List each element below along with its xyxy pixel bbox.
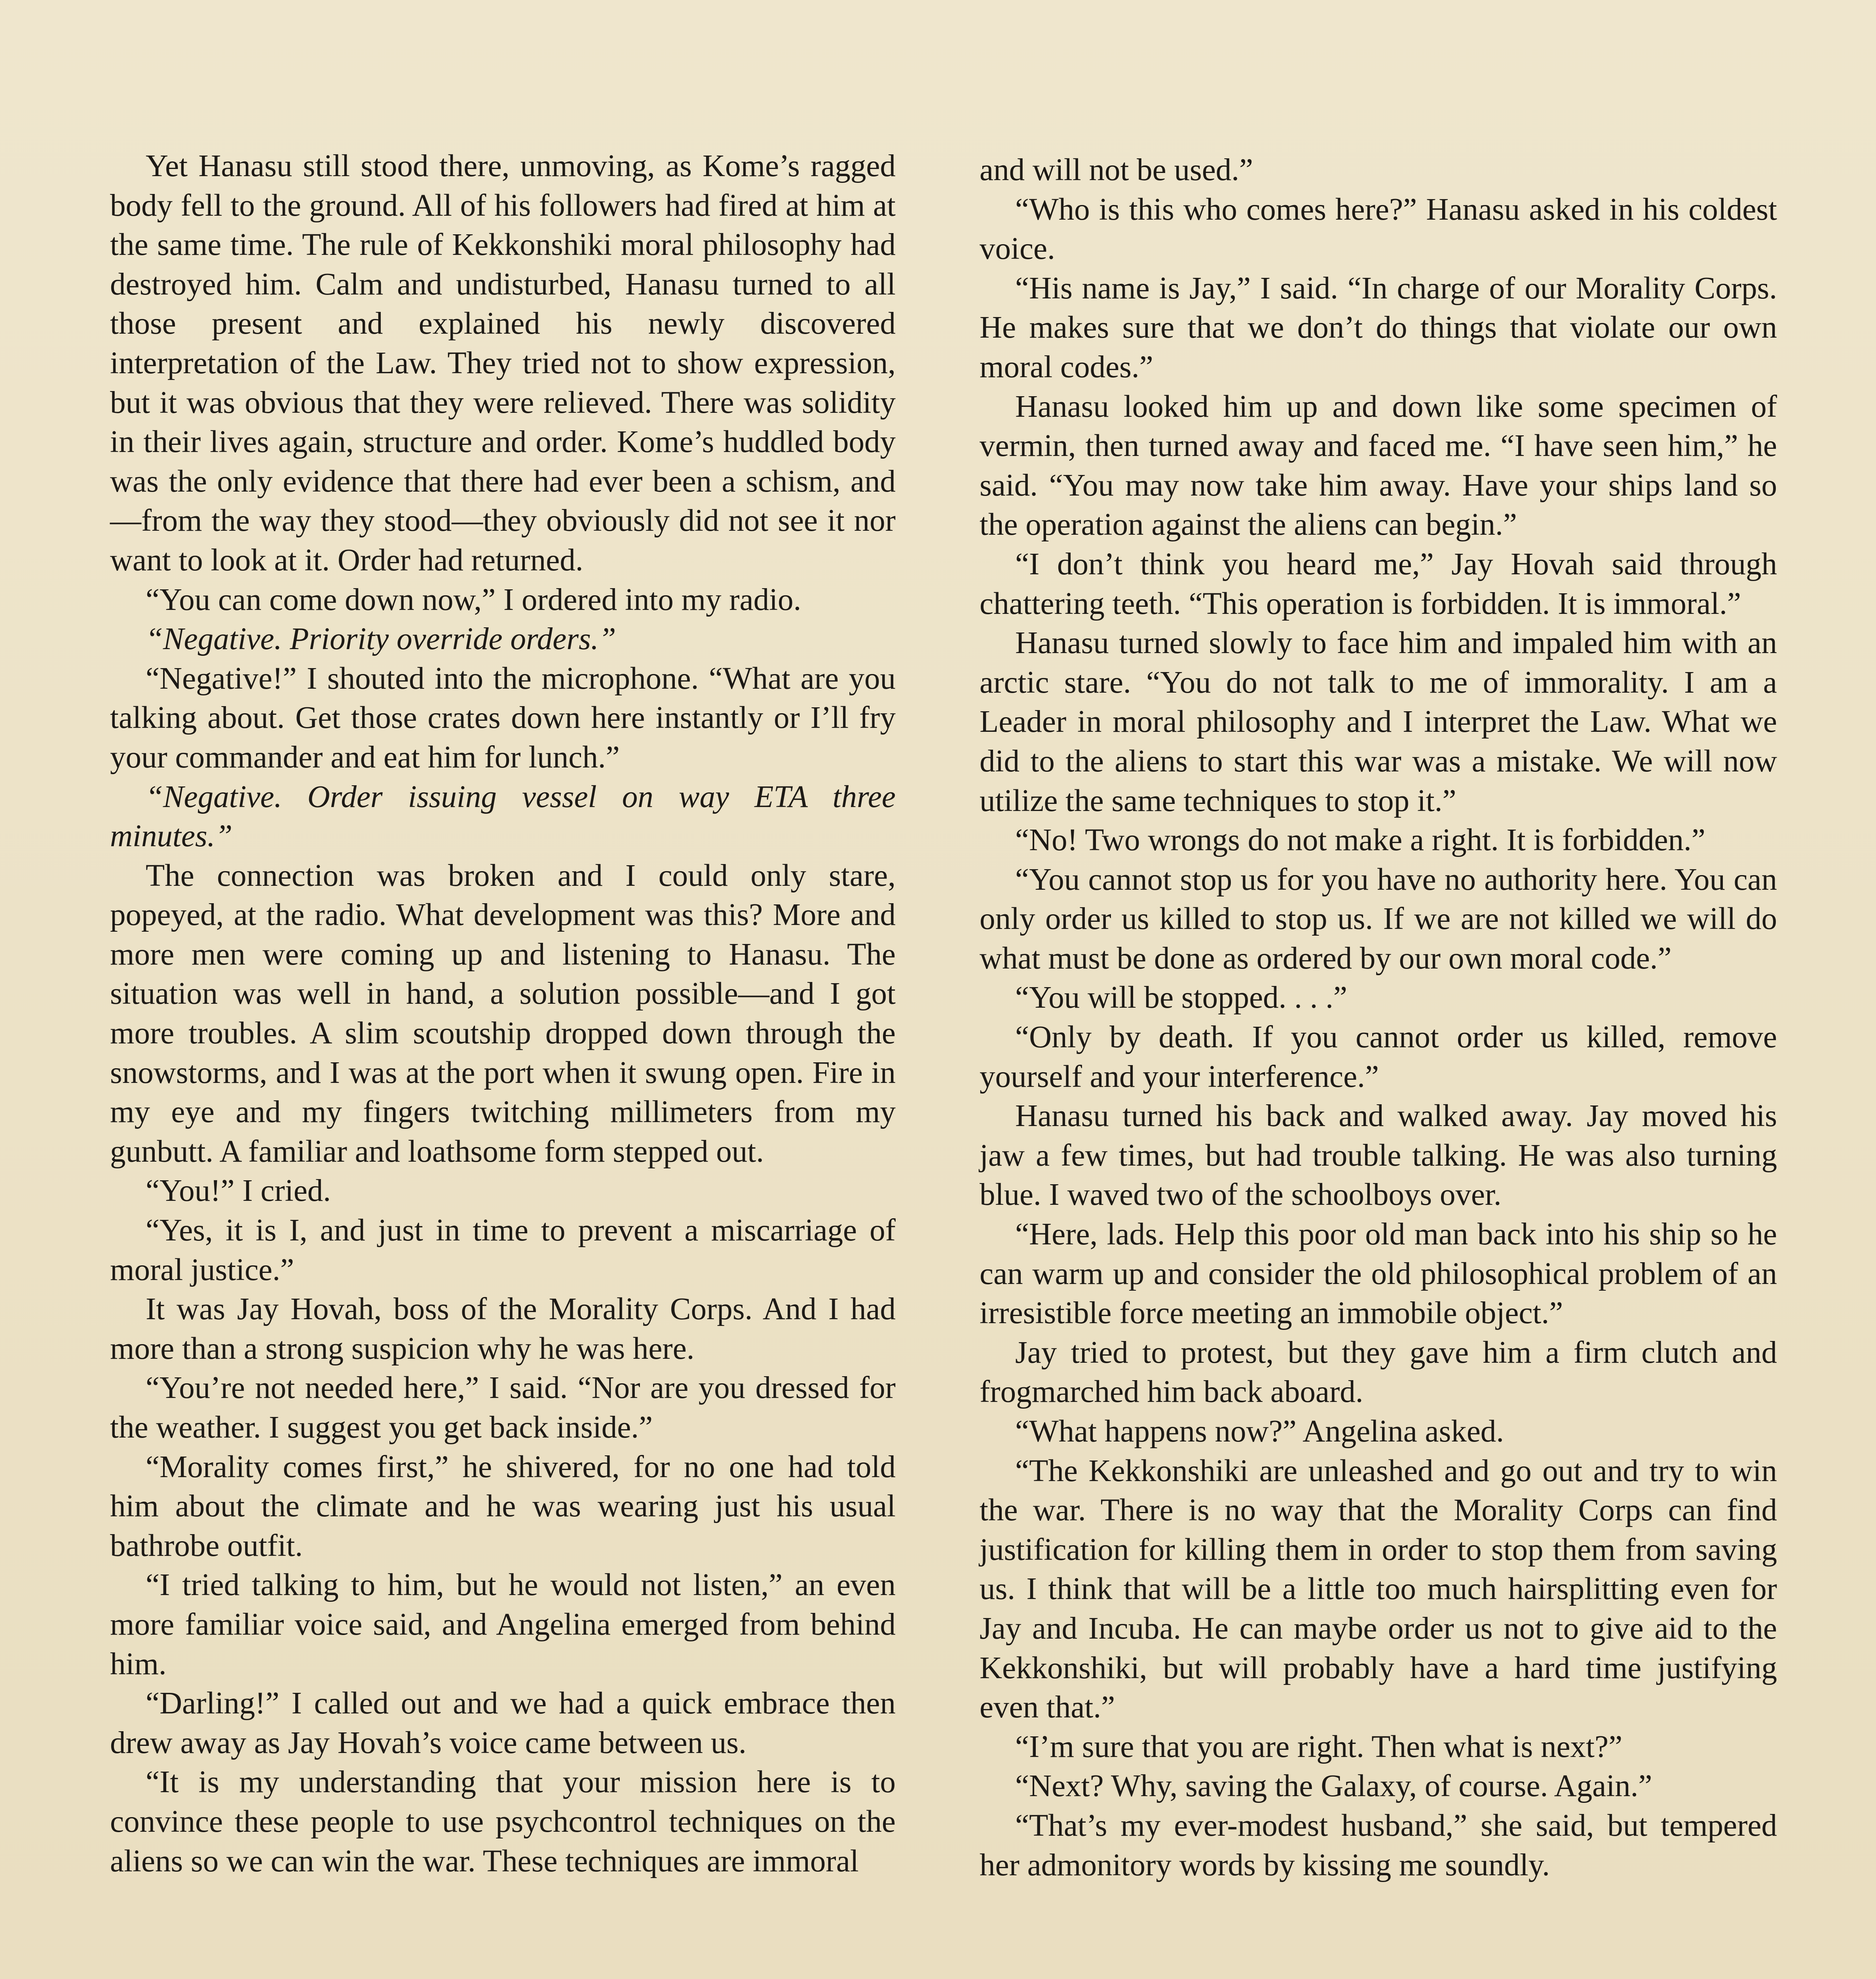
right-text-column [980, 150, 1777, 1885]
paragraph: “Next? Why, saving the Galaxy, of course. Again.” [1015, 1769, 1652, 1804]
paragraph: “You!” I cried. [146, 1174, 331, 1208]
paragraph: “Darling!” I called out and we had a quick embrace then drew away as Jay Hovah’s voice came between us. [110, 1686, 896, 1760]
paragraph: “What happens now?” Angelina asked. [1015, 1414, 1504, 1449]
paragraph: “You will be stopped. . . .” [1015, 980, 1347, 1015]
left-text-column [110, 146, 896, 1881]
paragraph: “I don’t think you heard me,” Jay Hovah said through chattering teeth. “This operation is forbidden. It is immoral.” [980, 547, 1777, 621]
paragraph: “Negative. Order issuing vessel on way ETA three minutes.” [110, 779, 896, 854]
paragraph: “That’s my ever-modest husband,” she said, but tempered her admonitory words by kissing me soundly. [980, 1808, 1777, 1882]
paragraph: Jay tried to protest, but they gave him a firm clutch and frogmarched him back aboard. [980, 1335, 1777, 1409]
paragraph: “No! Two wrongs do not make a right. It is forbidden.” [1015, 823, 1705, 858]
paragraph: “Who is this who comes here?” Hanasu asked in his coldest voice. [980, 192, 1777, 266]
paragraph: “Yes, it is I, and just in time to prevent a miscarriage of moral justice.” [110, 1213, 896, 1287]
paragraph: “Here, lads. Help this poor old man back into his ship so he can warm up and consider the old philosophical problem of an irresistible force meeting an immobile object.” [980, 1217, 1777, 1331]
paragraph: and will not be used.” [980, 153, 1253, 187]
paragraph: Hanasu turned slowly to face him and impaled him with an arctic stare. “You do not talk to me of immorality. I am a Leader in moral philosophy and I interpret the Law. What we did to the aliens to start this war was a mistake. We will now utilize the same techniques to stop it.” [980, 626, 1777, 818]
paragraph: Yet Hanasu still stood there, unmoving, as Kome’s ragged body fell to the ground. All of his followers had fired at him at the same time. The rule of Kekkonshiki moral philosophy had destroyed him. Calm and undisturbed, Hanasu turned to all those present and explained his newly discovered interpretation of the Law. They tried not to show expression, but it was obvious that they were relieved. There was solidity in their lives again, structure and order. Kome’s huddled body was the only evidence that there had ever been a schism, and—from the way they stood—they obviously did not see it nor want to look at it. Order had returned. [110, 149, 896, 577]
paragraph: Hanasu turned his back and walked away. Jay moved his jaw a few times, but had trouble talking. He was also turning blue. I waved two of the schoolboys over. [980, 1099, 1777, 1212]
paragraph: “Negative. Priority override orders.” [146, 622, 616, 657]
paragraph: It was Jay Hovah, boss of the Morality Corps. And I had more than a strong suspicion why he was here. [110, 1292, 896, 1366]
paragraph: “Only by death. If you cannot order us killed, remove yourself and your interference.” [980, 1020, 1777, 1094]
paragraph: “Negative!” I shouted into the microphone. “What are you talking about. Get those crates down here instantly or I’ll fry your commander and eat him for lunch.” [110, 661, 896, 775]
paragraph: “I’m sure that you are right. Then what is next?” [1015, 1729, 1623, 1764]
paragraph: “I tried talking to him, but he would not listen,” an even more familiar voice said, and Angelina emerged from behind him. [110, 1568, 896, 1681]
paragraph: Hanasu looked him up and down like some specimen of vermin, then turned away and faced me. “I have seen him,” he said. “You may now take him away. Have your ships land so the operation against the aliens can begin.” [980, 389, 1777, 542]
paragraph: “You cannot stop us for you have no authority here. You can only order us killed to stop us. If we are not killed we will do what must be done as ordered by our own moral code.” [980, 862, 1777, 976]
paragraph: “The Kekkonshiki are unleashed and go out and try to win the war. There is no way that the Morality Corps can find justification for killing them in order to stop them from saving us. I think that will be a little too much hairsplitting even for Jay and Incuba. He can maybe order us not to give aid to the Kekkonshiki, but will probably have a hard time justifying even that.” [980, 1453, 1777, 1725]
paragraph: The connection was broken and I could only stare, popeyed, at the radio. What development was this? More and more men were coming up and listening to Hanasu. The situation was well in hand, a solution possible—and I got more troubles. A slim scoutship dropped down through the snowstorms, and I was at the port when it swung open. Fire in my eye and my fingers twitching millimeters from my gunbutt. A familiar and loathsome form stepped out. [110, 858, 896, 1169]
paragraph: “It is my understanding that your mission here is to convince these people to use psychcontrol techniques on the aliens so we can win the war. These techniques are immoral [110, 1765, 896, 1878]
paragraph: “You’re not needed here,” I said. “Nor are you dressed for the weather. I suggest you get back inside.” [110, 1371, 896, 1445]
paragraph: “His name is Jay,” I said. “In charge of our Morality Corps. He makes sure that we don’t do things that violate our own moral codes.” [980, 271, 1777, 384]
paragraph: “Morality comes first,” he shivered, for no one had told him about the climate and he was wearing just his usual bathrobe outfit. [110, 1449, 896, 1563]
paragraph: “You can come down now,” I ordered into my radio. [146, 582, 801, 617]
